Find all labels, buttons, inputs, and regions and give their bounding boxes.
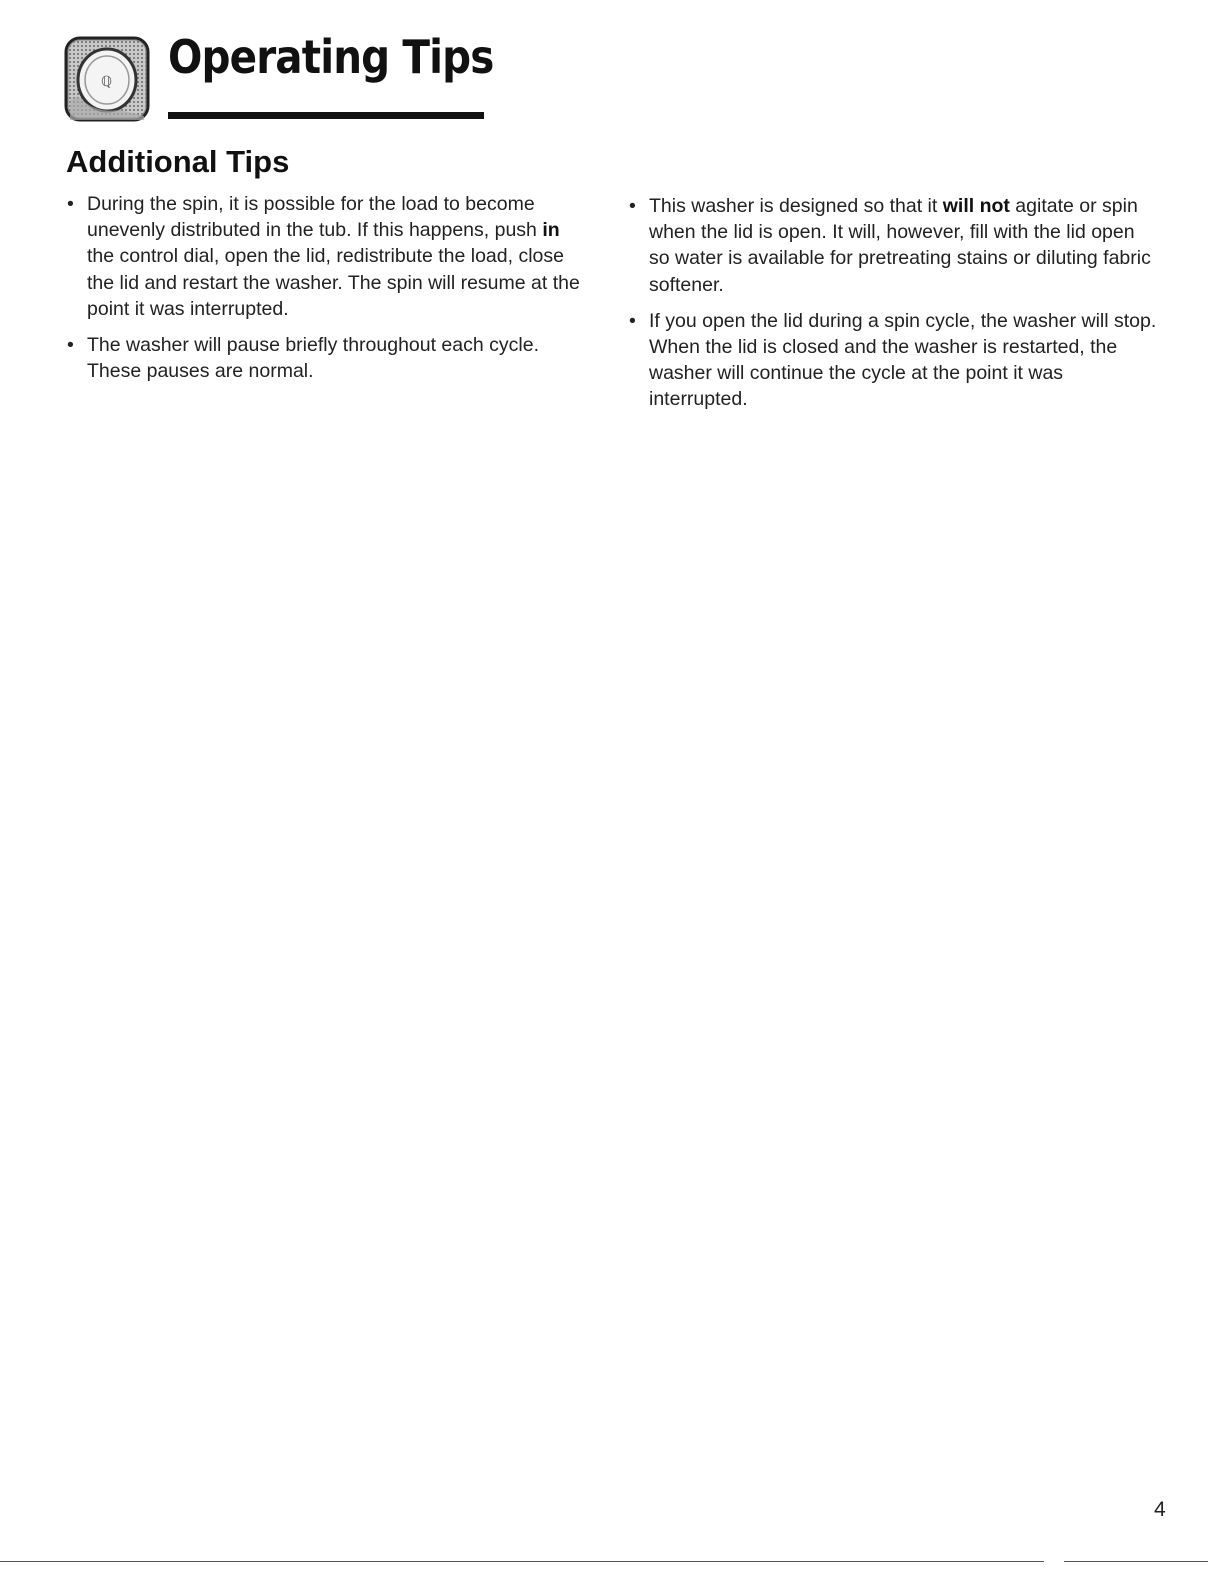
- bullet-text: [649, 195, 1151, 296]
- header-icon: [64, 36, 150, 122]
- bullet-text-end: agitate or spin when the lid is open. It will, however, fill with the lid open so water is available for pretreating stains or diluting fabric softener.: [649, 195, 1151, 296]
- bullet-text: If you open the lid during a spin cycle, the washer will stop. When the lid is closed and the washer is restarted, the washer will continue the cycle at the point it was interrupted.: [649, 309, 1157, 411]
- list-item: [66, 191, 586, 322]
- page-title: Operating Tips: [168, 30, 494, 84]
- footer-rule: [1064, 1561, 1208, 1562]
- right-column-list: [628, 193, 1158, 423]
- list-item: [628, 193, 1158, 298]
- bullet-text-emphasis: will not: [942, 195, 1010, 217]
- bullet-marker: •: [629, 309, 636, 332]
- list-item: [66, 332, 586, 384]
- bullet-text-end: the control dial, open the lid, redistribute the load, close the lid and restart the washer. The spin will resume at the point it was interrupted.: [87, 245, 580, 320]
- left-column-list: [66, 191, 586, 394]
- svg-text:ℚ: ℚ: [101, 74, 113, 90]
- bullet-text-start: During the spin, it is possible for the load to become unevenly distributed in the tub. If this happens, push: [87, 193, 543, 242]
- bullet-marker: •: [629, 195, 636, 217]
- list-item: [628, 308, 1158, 413]
- page-number: 4: [1154, 1498, 1166, 1521]
- bullet-text-emphasis: in: [542, 219, 560, 242]
- bullet-text: [87, 193, 580, 320]
- footer-rule: [0, 1561, 1044, 1562]
- bullet-text: The washer will pause briefly throughout each cycle. These pauses are normal.: [87, 334, 539, 383]
- bullet-marker: •: [67, 193, 74, 215]
- bullet-marker: •: [67, 334, 74, 357]
- section-heading: Additional Tips: [66, 144, 290, 179]
- title-underline: [168, 112, 484, 119]
- bullet-text-start: This washer is designed so that it: [649, 195, 943, 217]
- washer-dial-icon: [64, 36, 150, 122]
